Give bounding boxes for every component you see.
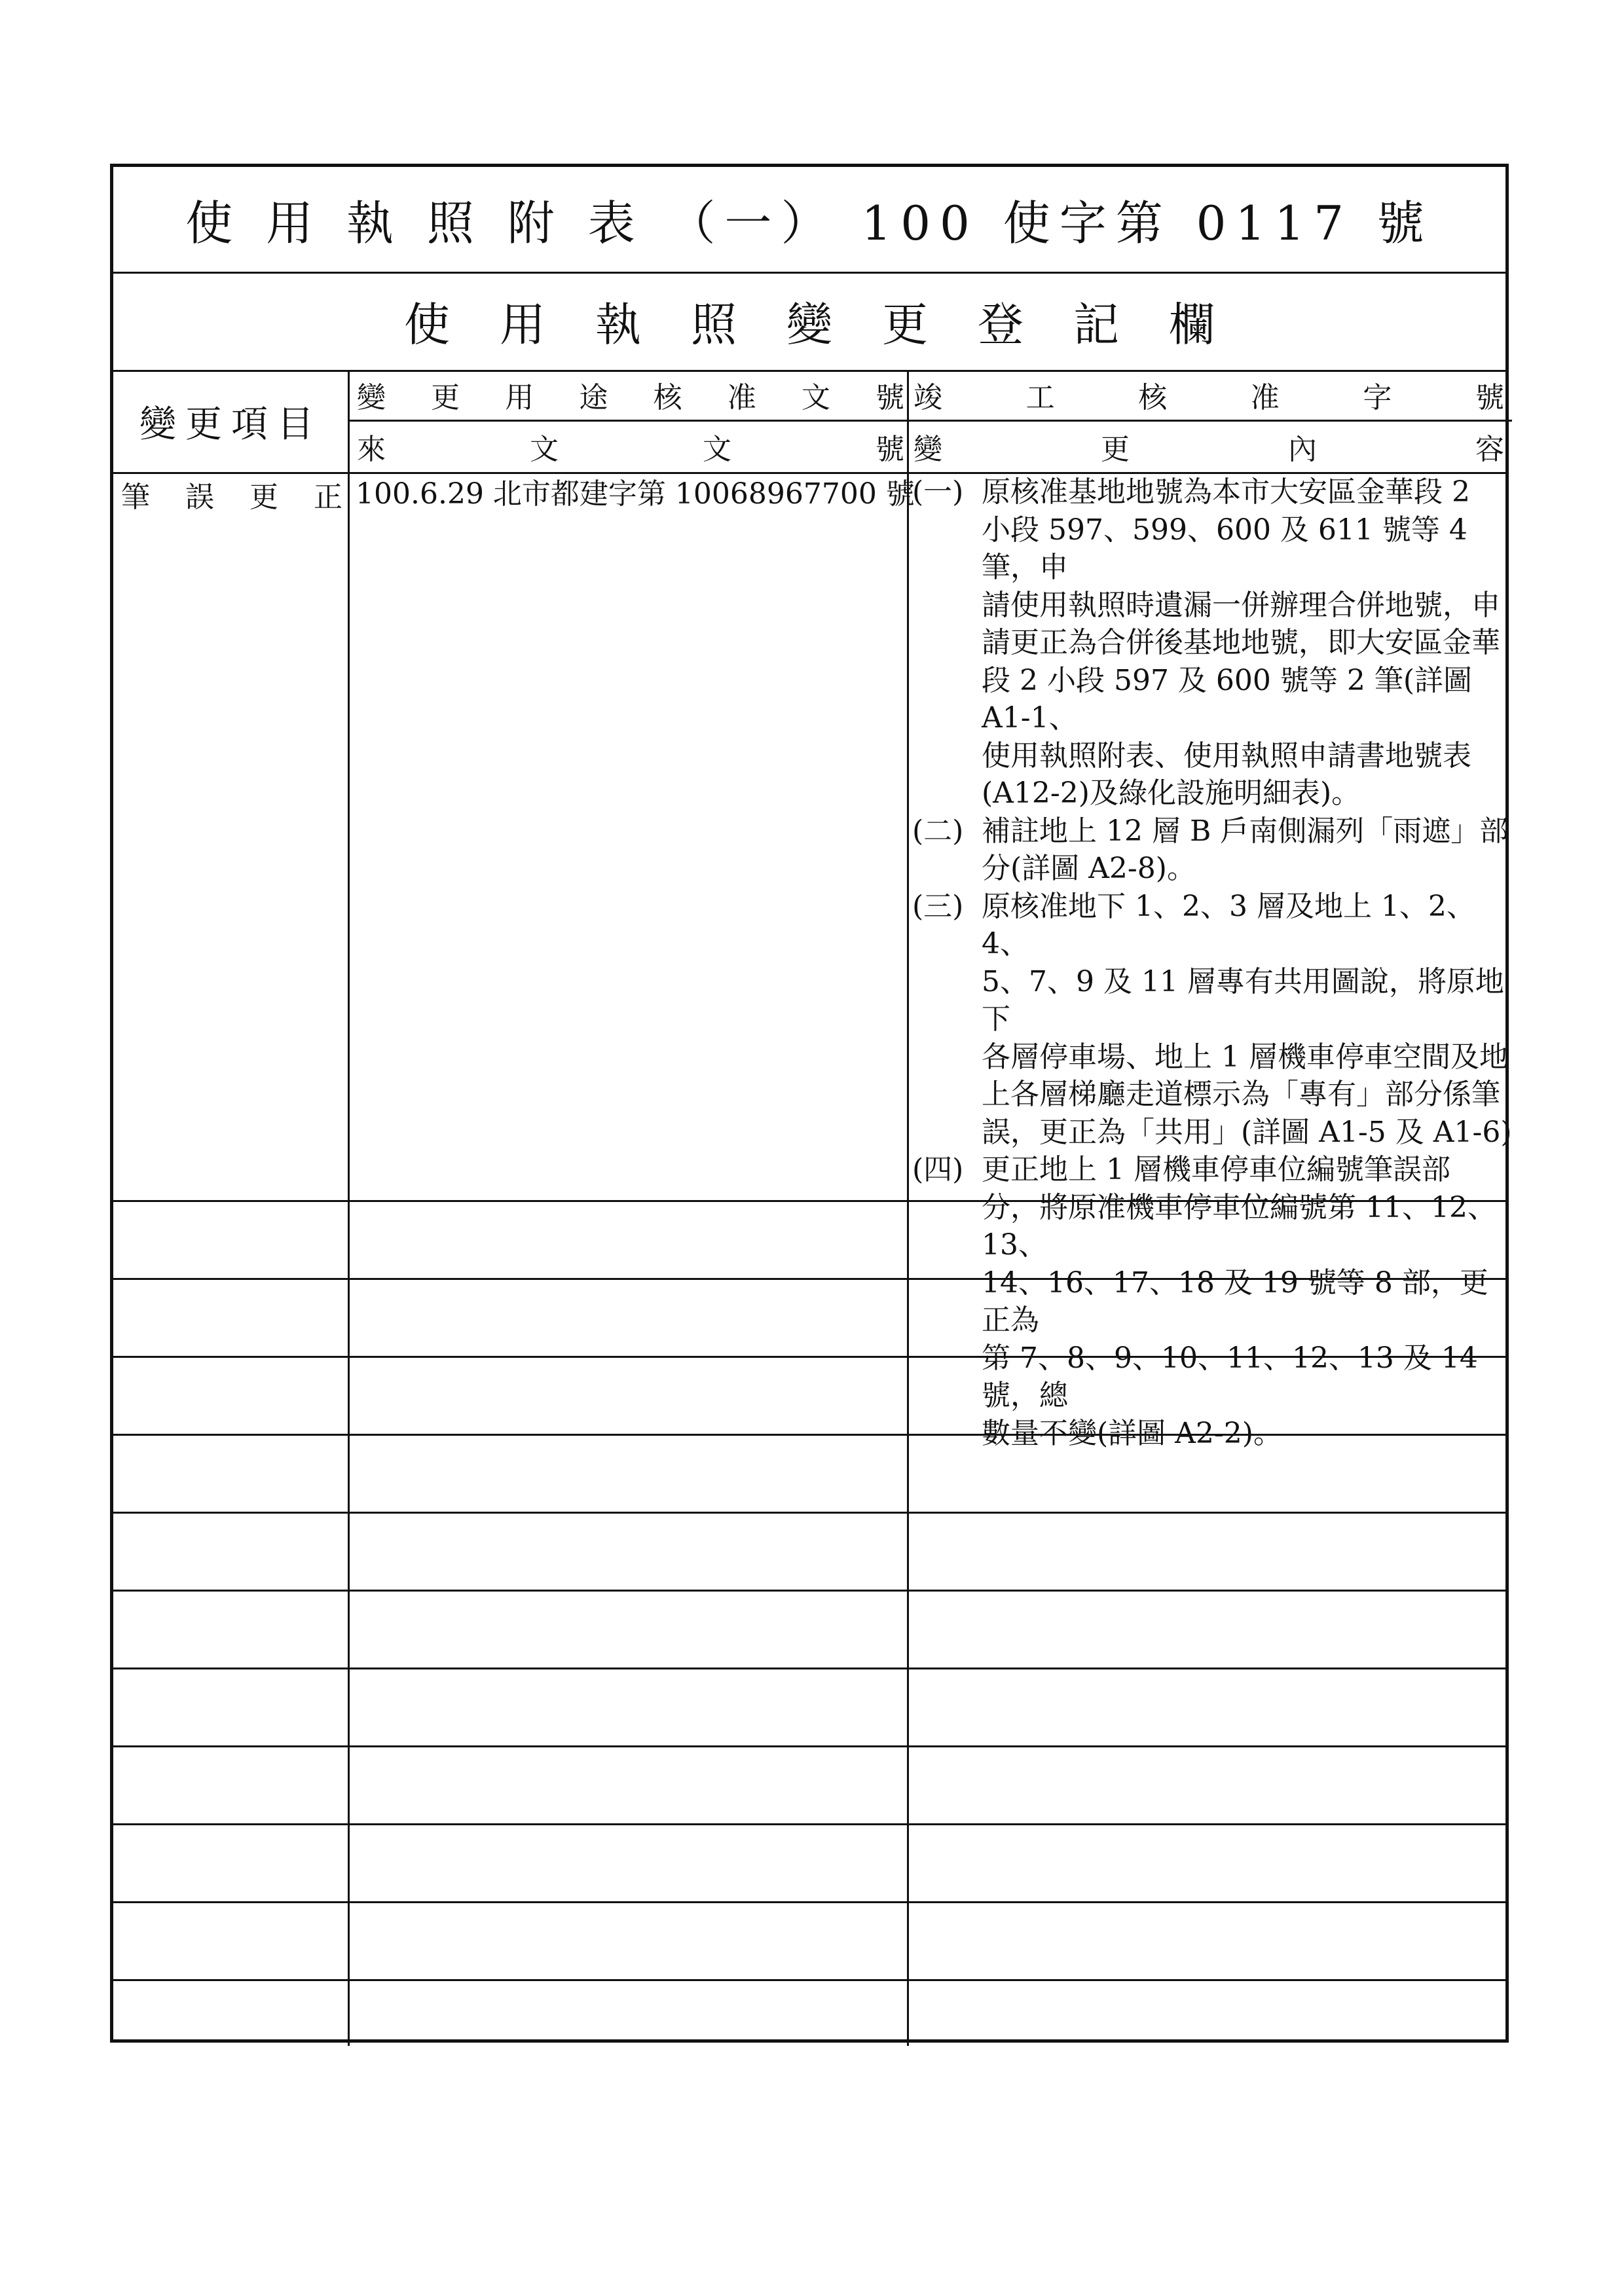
header-char: 內	[1288, 433, 1317, 466]
change-content	[912, 473, 1512, 1452]
column-divider	[348, 370, 350, 2046]
column-divider	[907, 370, 909, 2046]
page-title: 使 用 執 照 附 表 （一） 100 使字第 0117 號	[185, 196, 1433, 251]
header-char: 號	[876, 433, 904, 466]
subtitle-char: 執	[595, 297, 641, 352]
paragraph-text: 原核准地下 1、2、3 層及地上 1、2、4、 5、7、9 及 11 層專有共用圖說，將原地下 各層停車場、地上 1 層機車停車空間及地 上各層梯廳走道標示為「專有」部分係筆 誤，更正為「共用」(詳圖 A1-5 及 A1-6)	[982, 889, 1512, 1149]
entry-item	[121, 476, 342, 513]
paragraph-number: (二)	[912, 814, 964, 848]
subtitle-char: 記	[1073, 297, 1119, 352]
paragraph-number: (一)	[912, 475, 964, 509]
entry-doc-number: 100.6.29 北市都建字第 10068967700 號	[356, 477, 915, 511]
header-char: 竣	[913, 381, 942, 414]
row-divider	[113, 1590, 1505, 1592]
subtitle-char: 欄	[1169, 297, 1215, 352]
subtitle-char: 登	[978, 297, 1024, 352]
item-char: 更	[249, 481, 278, 514]
header-char: 更	[431, 381, 460, 414]
header-char: 變	[913, 433, 942, 466]
form-frame	[110, 164, 1512, 2043]
header-char: 用	[505, 381, 534, 414]
row-divider	[113, 1278, 1505, 1280]
change-content-header	[913, 422, 1504, 471]
completion-header	[913, 370, 1504, 420]
item-char: 正	[314, 481, 342, 514]
header-char: 工	[1025, 381, 1055, 414]
header-char: 容	[1475, 433, 1504, 466]
content-paragraph	[912, 473, 1512, 812]
item-char: 筆	[121, 481, 150, 514]
header-char: 號	[875, 381, 904, 414]
subtitle-char: 變	[786, 297, 832, 352]
paragraph-text: 原核准基地地號為本市大安區金華段 2 小段 597、599、600 及 611 號等 4 筆，申 請使用執照時遺漏一併辦理合併地號，申 請更正為合併後基地地號，即大安區金華 段 2 小段 597 及 600 號等 2 筆(詳圖 A1-1、 使用執照附表、使用執照申請書地號表 (A12-2)及綠化設施明細表)。	[982, 475, 1500, 810]
paragraph-number: (四)	[912, 1153, 964, 1186]
item-char: 誤	[185, 481, 214, 514]
row-divider	[113, 1512, 1505, 1514]
header-char: 途	[579, 381, 608, 414]
row-divider	[113, 1901, 1505, 1903]
header-char: 變	[357, 381, 386, 414]
incoming-doc-header	[357, 422, 904, 471]
header-char: 核	[653, 381, 682, 414]
subtitle-char: 使	[404, 297, 450, 352]
subtitle-char: 更	[882, 297, 928, 352]
section-title	[113, 272, 1505, 370]
header-char: 文	[703, 433, 731, 466]
row-divider	[113, 1745, 1505, 1747]
paragraph-text: 補註地上 12 層 B 戶南側漏列「雨遮」部 分(詳圖 A2-8)。	[982, 814, 1509, 885]
header-char: 字	[1363, 381, 1392, 414]
header-char: 來	[357, 433, 386, 466]
content-paragraph	[912, 812, 1512, 888]
row-divider	[113, 1200, 1505, 1202]
row-divider	[113, 1667, 1505, 1669]
header-char: 文	[801, 381, 830, 414]
approval-doc-header	[357, 370, 904, 420]
row-divider	[113, 1356, 1505, 1358]
paragraph-text: 更正地上 1 層機車停車位編號筆誤部 分，將原准機車停車位編號第 11、12、13、 14、16、17、18 及 19 號等 8 部，更正為 第 7、8、9、10、11、12、13 及 14 號，總 數量不變(詳圖 A2-2)。	[982, 1153, 1496, 1450]
header-char: 更	[1101, 433, 1130, 466]
header-char: 准	[727, 381, 756, 414]
header-char: 准	[1250, 381, 1280, 414]
subtitle-char: 照	[691, 297, 737, 352]
change-item-header: 變更項目	[139, 403, 323, 446]
row-divider	[113, 1979, 1505, 1981]
paragraph-number: (三)	[912, 889, 964, 923]
content-paragraph	[912, 888, 1512, 1152]
header-char: 核	[1138, 381, 1168, 414]
header-char: 文	[530, 433, 559, 466]
row-divider	[113, 1823, 1505, 1825]
row-divider	[113, 1434, 1505, 1436]
header-char: 號	[1475, 381, 1504, 414]
content-paragraph	[912, 1151, 1512, 1452]
subtitle-char: 用	[500, 297, 545, 352]
